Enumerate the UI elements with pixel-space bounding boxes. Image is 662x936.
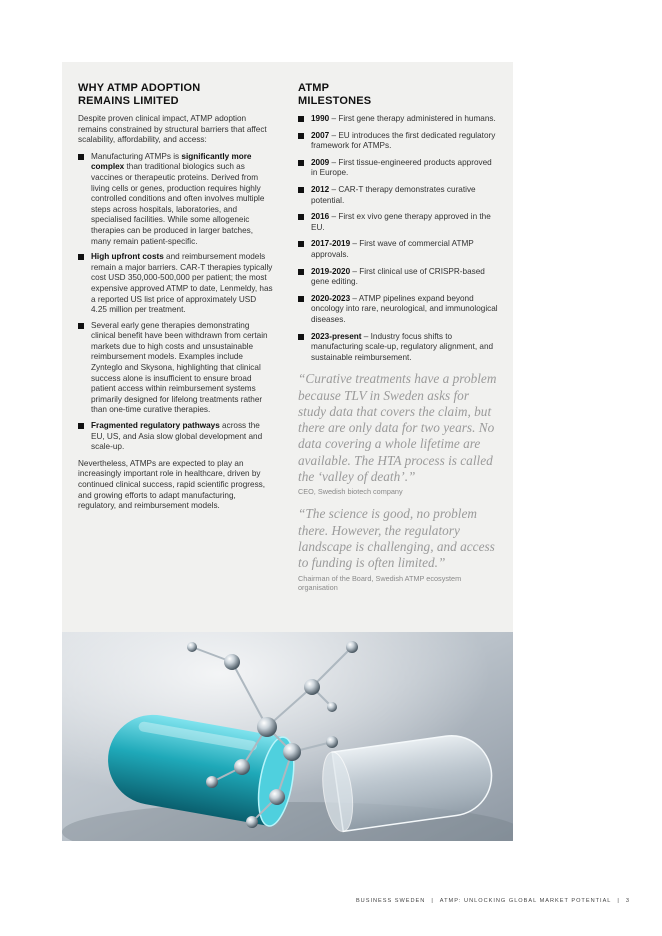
milestone-item: 1990 – First gene therapy administered in humans. xyxy=(298,114,498,125)
square-bullet-icon xyxy=(298,241,304,247)
milestone-item: 2012 – CAR-T therapy demonstrates curative potential. xyxy=(298,185,498,206)
square-bullet-icon xyxy=(298,334,304,340)
milestone-item: 2009 – First tissue-engineered products approved in Europe. xyxy=(298,158,498,179)
barrier-item-costs: High upfront costs and reimbursement models remain a major barriers. CAR-T therapies typically cost USD 350,000-500,000 per patient; the most expensive approved ATMP to date, Lenmeldy, has a reported US list price of approximately USD 4.25 million per treatment. xyxy=(78,252,274,316)
milestone-item: 2007 – EU introduces the first dedicated regulatory framework for ATMPs. xyxy=(298,131,498,152)
barrier-item-manufacturing: Manufacturing ATMPs is significantly more complex than traditional biologics such as vaccines or therapeutic proteins. Derived from living cells or genes, production requires highly controlled conditions and often involves multiple steps across hospitals, laboratories, and specialised facilities. While some allogeneic therapies can be produced in larger batches, many remain patient-specific. xyxy=(78,152,274,247)
left-intro: Despite proven clinical impact, ATMP adoption remains constrained by structural barriers that affect scalability, affordability, and access: xyxy=(78,114,267,145)
square-bullet-icon xyxy=(298,296,304,302)
square-bullet-icon xyxy=(298,187,304,193)
square-bullet-icon xyxy=(78,423,84,429)
content-panel xyxy=(62,62,513,632)
milestone-item: 2023-present – Industry focus shifts to manufacturing scale-up, regulatory alignment, and sustainable reimbursement. xyxy=(298,332,498,364)
barrier-list xyxy=(78,152,274,453)
milestone-item: 2019-2020 – First clinical use of CRISPR-based gene editing. xyxy=(298,267,498,288)
square-bullet-icon xyxy=(298,116,304,122)
square-bullet-icon xyxy=(298,160,304,166)
footer-doc-title: ATMP: UNLOCKING GLOBAL MARKET POTENTIAL xyxy=(439,898,612,904)
left-closing: Nevertheless, ATMPs are expected to play an increasingly important role in healthcare, driven by continued clinical success, rapid scientific progress, and growing efforts to adapt manufacturing, regulatory, and reimbursement models. xyxy=(78,458,266,511)
square-bullet-icon xyxy=(78,154,84,160)
milestone-item: 2016 – First ex vivo gene therapy approved in the EU. xyxy=(298,212,498,233)
quote-attribution: CEO, Swedish biotech company xyxy=(298,487,403,497)
pull-quote: “Curative treatments have a problem because TLV in Sweden asks for study data that covers the claim, but there are only data for two years. No data covering a whole lifetime are available. The HTA process is called the ‘valley of death’.” xyxy=(298,371,497,485)
milestone-item: 2020-2023 – ATMP pipelines expand beyond oncology into rare, neurological, and immunological diseases. xyxy=(298,294,498,326)
left-column xyxy=(78,82,274,518)
barrier-item-regulatory: Fragmented regulatory pathways across the EU, US, and Asia slow global development and scale-up. xyxy=(78,421,274,453)
quote-attribution: Chairman of the Board, Swedish ATMP ecosystem organisation xyxy=(298,573,462,592)
square-bullet-icon xyxy=(298,214,304,220)
square-bullet-icon xyxy=(298,269,304,275)
capsule-molecule-image xyxy=(62,632,513,841)
page-number: 3 xyxy=(625,898,630,904)
milestone-item: 2017-2019 – First wave of commercial ATMP approvals. xyxy=(298,239,498,260)
footer-separator: | xyxy=(431,898,434,904)
page-footer xyxy=(356,898,630,904)
pull-quote: “The science is good, no problem there. However, the regulatory landscape is challenging, and access to funding is often limited.” xyxy=(298,506,495,571)
square-bullet-icon xyxy=(78,323,84,329)
barrier-item-withdrawals: Several early gene therapies demonstrating clinical benefit have been withdrawn from certain markets due to high costs and unsustainable reimbursement models. Examples include Zynteglo and Skysona, highlighting that clinical success alone is insufficient to ensure broad patient access within reimbursement systems primarily designed for lifelong treatments rather than one-time curative therapies. xyxy=(78,321,274,416)
milestone-list xyxy=(298,114,498,363)
left-heading: WHY ATMP ADOPTION REMAINS LIMITED xyxy=(78,82,201,107)
square-bullet-icon xyxy=(78,254,84,260)
footer-separator: | xyxy=(617,898,620,904)
right-column xyxy=(298,82,498,602)
square-bullet-icon xyxy=(298,133,304,139)
milestones-heading: ATMP MILESTONES xyxy=(298,82,372,107)
footer-org: BUSINESS SWEDEN xyxy=(355,898,426,904)
